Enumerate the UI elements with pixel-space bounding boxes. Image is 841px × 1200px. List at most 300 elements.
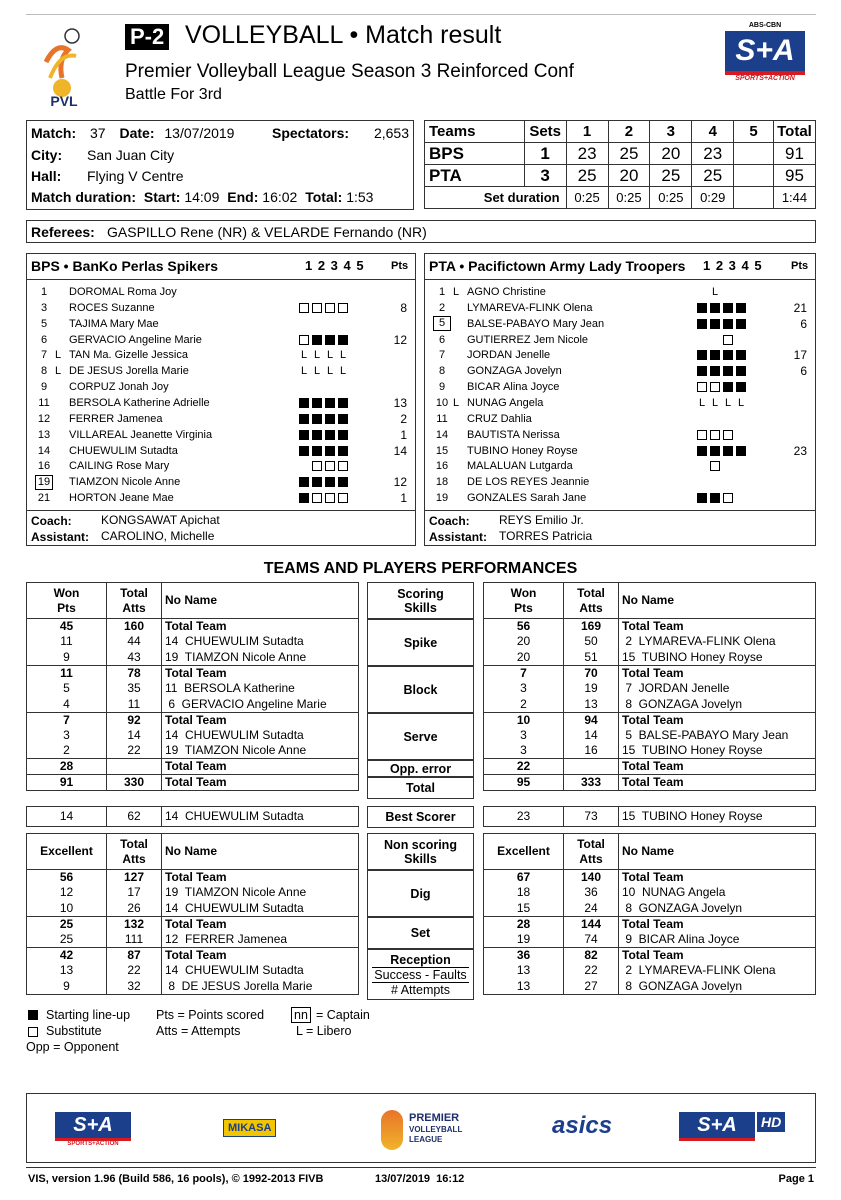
starting-set-mark [312, 477, 322, 487]
start-value: 14:09 [184, 189, 220, 205]
won-value: 19 [484, 932, 564, 948]
won-value: 9 [27, 979, 107, 995]
header-line1: Excellent [497, 844, 550, 858]
starting-set-mark [697, 350, 707, 360]
player-label: 11 BERSOLA Katherine [165, 681, 295, 696]
player-number: 15 [435, 444, 449, 457]
starting-set-mark [312, 335, 322, 345]
player-label: 14 CHUEWULIM Sutadta [165, 727, 304, 742]
set-duration-row: Set duration 0:25 0:25 0:25 0:29 1:44 [425, 187, 816, 209]
legend-starting: Starting line-up [46, 1008, 131, 1022]
libero-flag: L [453, 396, 460, 409]
atts-value: 14 [107, 728, 162, 744]
player-label: 19 TIAMZON Nicole Anne [165, 743, 307, 758]
player-name: CORPUZ Jonah Joy [69, 381, 169, 394]
skill-total [367, 777, 474, 799]
player-row [425, 443, 815, 459]
won-value: 20 [484, 650, 564, 666]
player-sets [697, 335, 736, 345]
col-won-header [27, 834, 107, 870]
player-label: 7 JORDAN Jenelle [622, 681, 730, 696]
perf-row [27, 885, 359, 901]
atts-value [564, 759, 619, 775]
atts-value: 22 [107, 743, 162, 759]
atts-value: 22 [107, 963, 162, 979]
hall-value: Flying V Centre [87, 168, 184, 184]
player-label: 14 CHUEWULIM Sutadta [165, 963, 304, 978]
won-value: 7 [484, 665, 564, 681]
skill-serve [367, 713, 474, 760]
skill-label: Serve [403, 729, 438, 744]
atts-value: 17 [107, 885, 162, 901]
player-number: 16 [37, 460, 51, 473]
player-points: 6 [800, 316, 807, 331]
player-row [27, 427, 415, 443]
footer-date: 13/07/2019 16:12 [375, 1173, 465, 1185]
player-label: Total Team [622, 619, 684, 634]
legend [26, 1008, 446, 1058]
player-row [27, 332, 415, 348]
sa-logo: ABS-CBN S+A SPORTS+ACTION [725, 22, 805, 104]
won-value: 5 [27, 681, 107, 697]
skill-label: Success - Faults [374, 967, 467, 982]
perf-row [484, 728, 816, 744]
atts-value: 32 [107, 979, 162, 995]
perf-row [27, 979, 359, 995]
player-row [425, 363, 815, 379]
player-number: 16 [435, 460, 449, 473]
perf-row [27, 870, 359, 886]
player-number: 3 [40, 301, 48, 314]
player-row [27, 363, 415, 379]
player-sets [697, 286, 723, 298]
perf-row [484, 775, 816, 791]
player-number: 5 [433, 316, 451, 331]
substitute-set-mark [312, 461, 322, 471]
atts-value: 78 [107, 665, 162, 681]
player-sets [299, 430, 351, 440]
perf-row [27, 728, 359, 744]
player-label: 14 CHUEWULIM Sutadta [165, 809, 304, 823]
won-value: 20 [484, 634, 564, 650]
starting-set-mark [325, 477, 335, 487]
libero-set-mark: L [300, 349, 308, 362]
player-label: Total Team [622, 712, 684, 727]
starting-set-mark [710, 303, 720, 313]
perf-row [484, 901, 816, 917]
won-value: 42 [27, 947, 107, 963]
substitute-set-mark [710, 461, 720, 471]
player-label: Total Team [622, 948, 684, 963]
player-row [425, 411, 815, 427]
player-points: 23 [793, 443, 807, 458]
team-a-pts-header: Pts [391, 260, 409, 272]
skill-label: Opp. error [389, 761, 452, 776]
team-b-assistant: TORRES Patricia [499, 529, 593, 543]
phase-name: Battle For 3rd [125, 86, 222, 103]
perf-row [484, 932, 816, 948]
won-value: 3 [484, 743, 564, 759]
total-label: Total: [305, 189, 343, 205]
player-label: 6 GERVACIO Angeline Marie [165, 696, 327, 711]
legend-captain: = Captain [316, 1008, 370, 1022]
skill-label: Total [406, 781, 435, 795]
player-row [425, 490, 815, 506]
won-value: 25 [27, 916, 107, 932]
team-b-sets-header: 1 2 3 4 5 [703, 258, 762, 273]
team-a-roster [26, 253, 416, 546]
player-sets [697, 319, 749, 329]
atts-value: 50 [564, 634, 619, 650]
player-name: TUBINO Honey Royse [467, 444, 578, 457]
libero-set-mark: L [326, 349, 334, 362]
starting-set-mark [710, 446, 720, 456]
substitute-set-mark [325, 303, 335, 313]
player-points: 21 [793, 300, 807, 315]
footer-version: VIS, version 1.96 (Build 586, 16 pools), © 1992-2013 FIVB [28, 1173, 324, 1185]
header-line2: Pts [57, 600, 76, 615]
player-name: MALALUAN Lutgarda [467, 460, 573, 473]
team-b-nonscoring-table [483, 833, 816, 995]
won-value: 13 [484, 963, 564, 979]
atts-value: 14 [564, 728, 619, 744]
player-row [27, 379, 415, 395]
match-date: 13/07/2019 [164, 125, 235, 141]
svg-text:PVL: PVL [50, 93, 78, 108]
player-row [425, 395, 815, 411]
won-value: 2 [484, 696, 564, 712]
skill-spike [367, 619, 474, 666]
skill-best-scorer [367, 806, 474, 828]
atts-value: 11 [107, 696, 162, 712]
player-points: 1 [400, 491, 407, 506]
player-number: 8 [438, 365, 446, 378]
player-sets [697, 350, 749, 360]
player-name: TIAMZON Nicole Anne [69, 476, 181, 489]
substitute-set-mark [710, 430, 720, 440]
player-label: 5 BALSE-PABAYO Mary Jean [622, 727, 789, 742]
team-a-nonscoring-table [26, 833, 359, 995]
starting-set-mark [736, 382, 746, 392]
player-row [27, 411, 415, 427]
won-value: 10 [27, 901, 107, 917]
perf-row [27, 665, 359, 681]
player-number: 1 [40, 286, 48, 298]
player-label: 8 GONZAGA Jovelyn [622, 900, 743, 915]
player-sets [299, 477, 351, 487]
perf-row [484, 712, 816, 728]
player-name: CAILING Rose Mary [69, 460, 170, 473]
won-value: 13 [484, 979, 564, 995]
captain-box: nn [291, 1007, 311, 1023]
player-sets [299, 461, 351, 471]
won-value: 56 [484, 619, 564, 635]
player-sets [697, 446, 749, 456]
starting-set-mark [338, 335, 348, 345]
col-name-header: No Name [165, 593, 218, 607]
player-sets [697, 493, 736, 503]
atts-value: 27 [564, 979, 619, 995]
player-label: 15 TUBINO Honey Royse [622, 809, 763, 823]
skill-block [367, 666, 474, 713]
player-row [425, 347, 815, 363]
starting-set-mark [338, 398, 348, 408]
team-b-coach: REYS Emilio Jr. [499, 513, 584, 527]
player-label: Total Team [622, 775, 684, 790]
player-label: Total Team [165, 619, 227, 634]
player-sets [299, 414, 351, 424]
col-won-header [484, 583, 564, 619]
col-atts-header [107, 583, 162, 619]
score-table [424, 120, 816, 209]
substitute-set-mark [338, 461, 348, 471]
sponsor-mikasa-logo: MIKASA [223, 1119, 276, 1137]
starting-set-mark [697, 303, 707, 313]
col-name-header: No Name [165, 844, 218, 858]
perf-row [27, 775, 359, 791]
perf-row [27, 712, 359, 728]
starting-set-mark [299, 446, 309, 456]
starting-set-mark [697, 493, 707, 503]
perf-row [27, 619, 359, 635]
player-row [27, 490, 415, 506]
date-label: Date: [119, 125, 155, 141]
starting-set-mark [299, 398, 309, 408]
team-a-coach-label: Coach: [31, 514, 72, 528]
footer-page: Page 1 [778, 1173, 814, 1185]
player-number: 21 [37, 492, 51, 505]
player-number: 12 [37, 412, 51, 425]
player-name: GERVACIO Angeline Marie [69, 333, 202, 346]
starting-set-mark [325, 335, 335, 345]
perf-row [27, 650, 359, 666]
starting-set-mark [312, 446, 322, 456]
player-row [27, 474, 415, 490]
col-atts-header [107, 834, 162, 870]
skill-opp-error [367, 760, 474, 777]
perf-row [27, 901, 359, 917]
sponsor-sa-logo: S+A SPORTS+ACTION [55, 1112, 131, 1148]
player-number: 1 [438, 286, 446, 298]
atts-value: 92 [107, 712, 162, 728]
player-name: HORTON Jeane Mae [69, 492, 174, 505]
player-row [27, 300, 415, 316]
match-info-box [26, 120, 414, 210]
won-value: 10 [484, 712, 564, 728]
starting-set-mark [312, 430, 322, 440]
won-value: 3 [27, 728, 107, 744]
player-number: 18 [435, 476, 449, 489]
starting-set-mark [723, 350, 733, 360]
player-number: 13 [37, 428, 51, 441]
perf-row [27, 634, 359, 650]
skill-reception [367, 949, 474, 1000]
perf-row [484, 650, 816, 666]
starting-set-mark [723, 382, 733, 392]
skill-set [367, 917, 474, 949]
player-label: 8 DE JESUS Jorella Marie [165, 978, 313, 993]
atts-value: 160 [107, 619, 162, 635]
player-sets [299, 349, 351, 361]
player-label: 19 TIAMZON Nicole Anne [165, 885, 307, 900]
hall-label: Hall: [31, 168, 62, 184]
starting-set-mark [710, 319, 720, 329]
referees-value: GASPILLO Rene (NR) & VELARDE Fernando (NR) [107, 224, 427, 240]
atts-value: 24 [564, 901, 619, 917]
perf-header-row [484, 834, 816, 870]
libero-flag: L [453, 286, 460, 298]
player-row [27, 443, 415, 459]
won-value: 3 [484, 728, 564, 744]
player-row [27, 316, 415, 332]
header-line2: Atts [122, 851, 146, 866]
team-b-coach-label: Coach: [429, 514, 470, 528]
player-label: 12 FERRER Jamenea [165, 931, 288, 946]
atts-value: 333 [564, 775, 619, 791]
libero-set-mark: L [711, 286, 719, 298]
player-row [27, 284, 415, 300]
referees-label: Referees: [31, 224, 95, 240]
player-sets [299, 335, 351, 345]
atts-value: 140 [564, 870, 619, 886]
player-row [27, 458, 415, 474]
col-won-header [27, 583, 107, 619]
player-number: 14 [37, 444, 51, 457]
perf-row [484, 870, 816, 886]
legend-substitute: Substitute [46, 1024, 102, 1038]
perf-header-row [27, 583, 359, 619]
starting-set-mark [299, 430, 309, 440]
score-row-pta: PTA 3 25 20 25 25 95 [425, 165, 816, 187]
atts-value: 62 [107, 807, 162, 827]
skill-label: Spike [403, 635, 438, 650]
starting-set-mark [299, 493, 309, 503]
player-number: 19 [35, 475, 53, 490]
skill-label: Scoring [397, 586, 444, 601]
starting-set-mark [736, 303, 746, 313]
libero-flag: L [55, 349, 62, 362]
libero-set-mark: L [711, 396, 719, 409]
starting-set-mark [299, 414, 309, 424]
skill-label: Set [410, 926, 431, 940]
starting-set-mark [723, 303, 733, 313]
starting-set-mark [697, 446, 707, 456]
perf-row [484, 885, 816, 901]
legend-opponent: Opp = Opponent [26, 1040, 119, 1054]
player-points: 14 [393, 443, 407, 458]
team-b-pts-header: Pts [791, 260, 809, 272]
libero-set-mark: L [300, 365, 308, 378]
player-row [425, 332, 815, 348]
skill-label: Reception [390, 952, 451, 967]
starting-set-mark [710, 350, 720, 360]
won-value: 28 [27, 759, 107, 775]
libero-set-mark: L [698, 396, 706, 409]
perf-row [484, 979, 816, 995]
starting-set-mark [299, 477, 309, 487]
team-a-best-scorer [26, 806, 359, 827]
perf-row [484, 619, 816, 635]
starting-set-mark [736, 446, 746, 456]
starting-set-mark [338, 414, 348, 424]
start-label: Start: [143, 189, 181, 205]
atts-value: 44 [107, 634, 162, 650]
substitute-set-mark [697, 382, 707, 392]
perf-row [27, 759, 359, 775]
header-line1: Total [577, 585, 605, 600]
substitute-set-mark [710, 382, 720, 392]
col-name-header: No Name [622, 844, 675, 858]
player-name: JORDAN Jenelle [467, 349, 551, 362]
player-name: CHUEWULIM Sutadta [69, 444, 178, 457]
player-points: 1 [400, 427, 407, 442]
starting-set-mark [325, 398, 335, 408]
legend-points: Pts = Points scored [156, 1008, 265, 1022]
player-label: 9 BICAR Alina Joyce [622, 931, 740, 946]
atts-value: 74 [564, 932, 619, 948]
substitute-set-mark [312, 493, 322, 503]
starting-set-mark [338, 446, 348, 456]
won-value: 9 [27, 650, 107, 666]
player-label: 14 CHUEWULIM Sutadta [165, 900, 304, 915]
player-name: BALSE-PABAYO Mary Jean [467, 317, 605, 330]
player-label: Total Team [165, 948, 227, 963]
won-value: 14 [27, 807, 107, 827]
player-name: BICAR Alina Joyce [467, 381, 560, 394]
starting-set-mark [325, 414, 335, 424]
perf-row [27, 681, 359, 697]
player-number: 14 [435, 428, 449, 441]
player-points: 12 [393, 332, 407, 347]
atts-value: 22 [564, 963, 619, 979]
won-value: 4 [27, 696, 107, 712]
player-name: GONZALES Sarah Jane [467, 492, 587, 505]
perf-row [27, 932, 359, 948]
perf-row [484, 759, 816, 775]
header-line1: Total [577, 836, 605, 851]
team-a-sets-header: 1 2 3 4 5 [305, 258, 364, 273]
skill-label: Skills [404, 851, 437, 866]
substitute-set-mark [723, 430, 733, 440]
player-sets [697, 461, 723, 471]
player-sets [299, 365, 351, 377]
competition-name: Premier Volleyball League Season 3 Reinforced Conf [125, 61, 574, 82]
won-value: 2 [27, 743, 107, 759]
best-scorer-row [27, 807, 359, 827]
atts-value: 26 [107, 901, 162, 917]
player-name: CRUZ Dahlia [467, 412, 532, 425]
perf-header-row [484, 583, 816, 619]
atts-value: 13 [564, 696, 619, 712]
substitute-set-mark [299, 303, 309, 313]
player-name: DOROMAL Roma Joy [69, 286, 177, 298]
col-atts-header [564, 834, 619, 870]
nonscoring-skills-header [367, 833, 474, 870]
player-points: 2 [400, 411, 407, 426]
player-sets [697, 382, 749, 392]
player-number: 6 [40, 333, 48, 346]
skill-label: Skills [404, 600, 437, 615]
sponsor-sa-hd-logo: S+A HD [679, 1112, 789, 1148]
player-name: BAUTISTA Nerissa [467, 428, 560, 441]
starting-set-mark [723, 319, 733, 329]
atts-value: 169 [564, 619, 619, 635]
player-points: 17 [793, 348, 807, 363]
score-header-row: Teams Sets 1 2 3 4 5 Total [425, 121, 816, 143]
skill-label: # Attempts [390, 982, 451, 997]
perf-header-row [27, 834, 359, 870]
substitute-set-mark [312, 303, 322, 313]
